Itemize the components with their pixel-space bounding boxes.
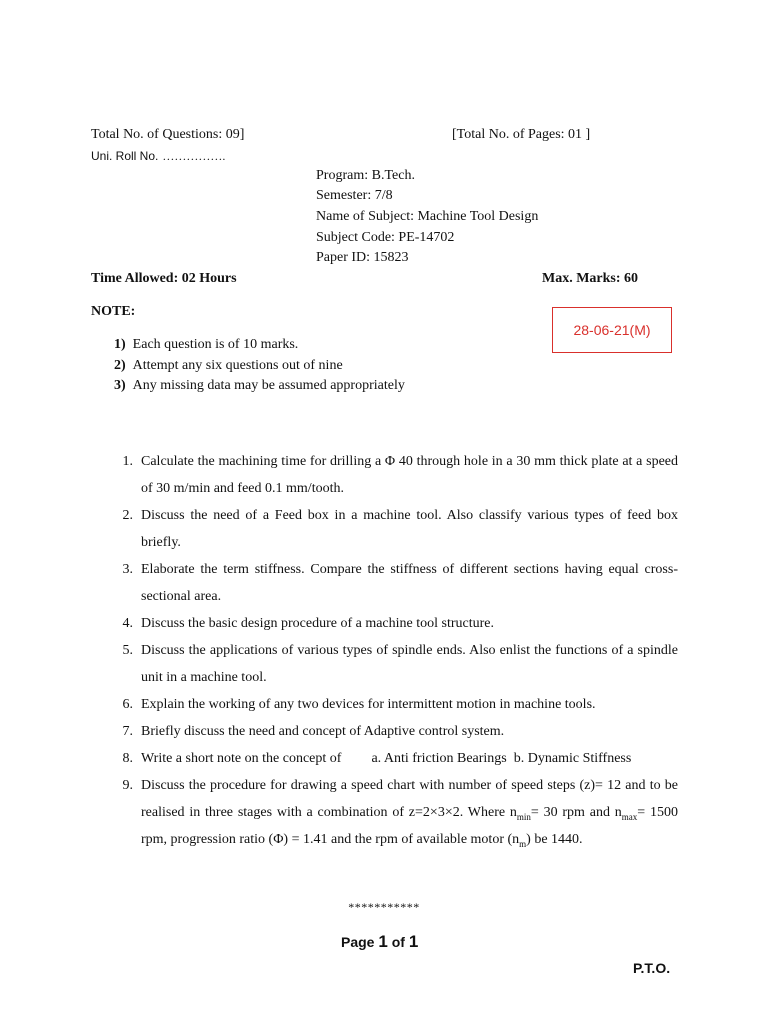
note-text: Each question is of 10 marks. xyxy=(132,337,299,352)
question-text: Calculate the machining time for drilling a Φ 40 through hole in a 30 mm thick plate at a speed of 30 m/min and feed 0.1 mm/tooth. xyxy=(141,454,678,496)
note-text: Any missing data may be assumed appropriately xyxy=(132,378,405,393)
question-8-part-b: b. Dynamic Stiffness xyxy=(513,751,632,766)
question-text: Discuss the applications of various types of spindle ends. Also enlist the functions of a spindle unit in a machine tool. xyxy=(141,643,678,685)
page-number xyxy=(341,933,418,951)
question-text: Explain the working of any two devices for intermittent motion in machine tools. xyxy=(141,697,596,712)
question-7 xyxy=(111,718,678,745)
question-number: 9. xyxy=(122,778,133,793)
page-total: 1 xyxy=(408,932,419,951)
question-text: Discuss the basic design procedure of a machine tool structure. xyxy=(141,616,495,631)
note-number: 3) xyxy=(114,378,126,393)
question-6 xyxy=(111,691,678,718)
note-heading: NOTE: xyxy=(91,304,136,319)
total-questions: Total No. of Questions: 09] xyxy=(91,127,245,142)
question-number: 3. xyxy=(122,562,133,577)
question-text: Briefly discuss the need and concept of Adaptive control system. xyxy=(141,724,505,739)
question-text-cont: = 30 rpm and n xyxy=(530,805,622,820)
pto-label: P.T.O. xyxy=(633,960,671,976)
total-pages: [Total No. of Pages: 01 ] xyxy=(452,127,591,142)
note-text: Attempt any six questions out of nine xyxy=(132,358,343,373)
question-5 xyxy=(111,637,678,691)
question-4 xyxy=(111,610,678,637)
question-number: 2. xyxy=(122,508,133,523)
question-text-cont: = 1500 rpm, progression ratio (Φ) = 1.41 and the rpm of available motor (n xyxy=(141,805,678,847)
max-marks: Max. Marks: 60 xyxy=(542,271,639,286)
question-number: 8. xyxy=(122,751,133,766)
subscript-max: max xyxy=(621,811,638,822)
subject-name: Name of Subject: Machine Tool Design xyxy=(316,209,539,224)
date-stamp: 28-06-21(M) xyxy=(573,322,651,338)
question-2 xyxy=(111,502,678,556)
question-text: Discuss the need of a Feed box in a machine tool. Also classify various types of feed box briefly. xyxy=(141,508,678,550)
question-9 xyxy=(111,772,678,853)
roll-number-blank: ……………. xyxy=(162,149,226,163)
question-number: 4. xyxy=(122,616,133,631)
page-prefix: Page xyxy=(341,934,379,950)
time-allowed: Time Allowed: 02 Hours xyxy=(91,271,237,286)
question-text-cont: ) be 1440. xyxy=(526,832,583,847)
date-stamp-box xyxy=(552,307,672,353)
roll-number-line xyxy=(91,147,225,166)
page-of: of xyxy=(387,934,409,950)
question-number: 7. xyxy=(122,724,133,739)
program: Program: B.Tech. xyxy=(316,168,415,183)
question-8 xyxy=(111,745,678,772)
roll-number-label: Uni. Roll No. xyxy=(91,149,159,163)
note-number: 1) xyxy=(114,337,126,352)
question-number: 1. xyxy=(122,454,133,469)
question-3 xyxy=(111,556,678,610)
semester: Semester: 7/8 xyxy=(316,188,393,203)
subscript-min: min xyxy=(516,811,531,822)
paper-id: Paper ID: 15823 xyxy=(316,250,409,265)
note-item xyxy=(114,336,298,354)
question-number: 6. xyxy=(122,697,133,712)
question-1 xyxy=(111,448,678,502)
question-number: 5. xyxy=(122,643,133,658)
subscript-m: m xyxy=(519,838,527,849)
end-stars: *********** xyxy=(348,900,420,914)
question-8-part-a: a. Anti friction Bearings xyxy=(371,751,507,766)
question-text: Discuss the procedure for drawing a speed chart with number of speed steps (z)= 12 and to be realised in three stages with a combination of z=2×3×2. Where n xyxy=(141,778,678,820)
note-item xyxy=(114,377,405,395)
subject-code: Subject Code: PE-14702 xyxy=(316,230,455,245)
note-item xyxy=(114,357,343,375)
question-list xyxy=(111,448,678,853)
note-number: 2) xyxy=(114,358,126,373)
question-text: Elaborate the term stiffness. Compare the stiffness of different sections having equal cross-sectional area. xyxy=(141,562,678,604)
question-text: Write a short note on the concept of xyxy=(141,751,342,766)
page-current: 1 xyxy=(378,932,388,951)
